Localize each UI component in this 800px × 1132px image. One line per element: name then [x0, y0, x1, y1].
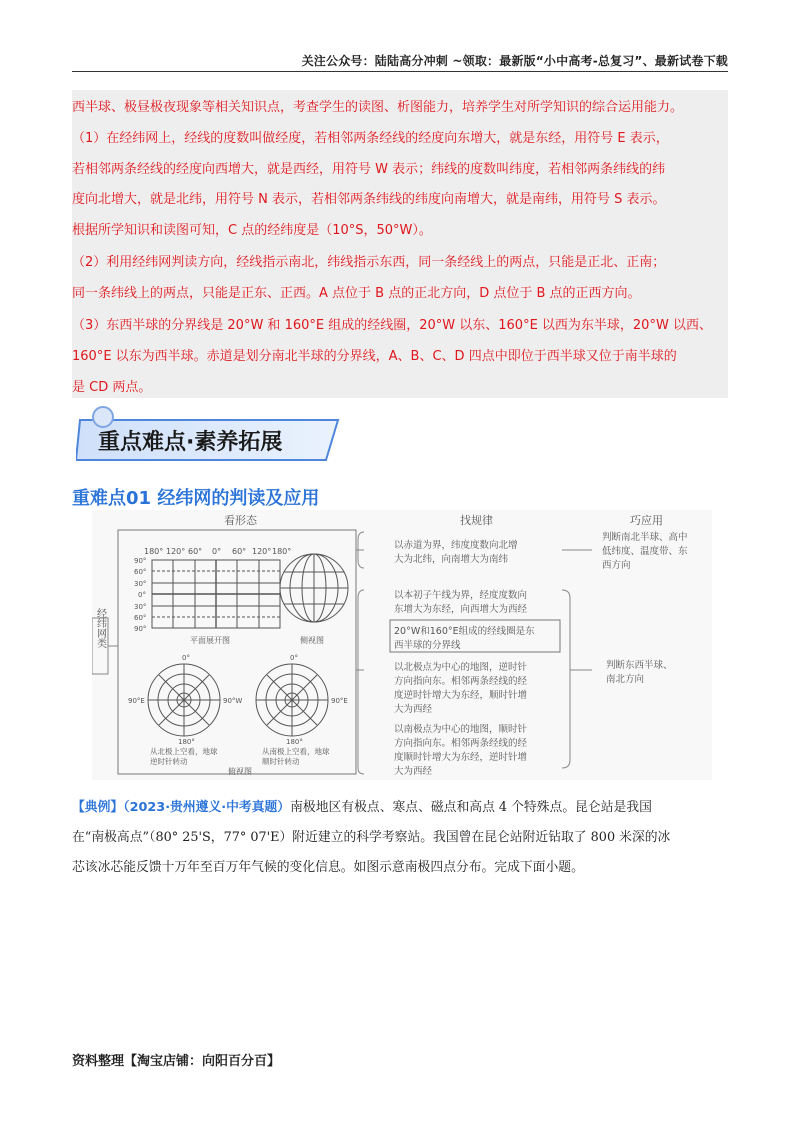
- caption-polar: 俯视图: [228, 767, 252, 776]
- lon-label: 60°: [232, 547, 247, 556]
- answer-line: 同一条纬线上的两点，只能是正东、正西。A 点位于 B 点的正北方向，D 点位于 B 点的正西方向。: [72, 286, 641, 301]
- answer-line: （2）利用经纬网判读方向，经线指示南北，纬线指示东西，同一条经线上的两点，只能是正北、正南；: [72, 255, 666, 270]
- plane-graticule: [152, 560, 280, 628]
- rule-text: 以本初子午线为界，经度度数向: [394, 590, 528, 601]
- apply-text: 西方向: [602, 560, 631, 571]
- polar-bottom-label: 180°: [178, 738, 195, 746]
- caption-plane: 平面展开图: [190, 636, 230, 645]
- polar-bottom-label: 180°: [286, 738, 303, 746]
- polar-top-label: 0°: [182, 654, 190, 662]
- answer-line: （1）在经纬网上，经线的度数叫做经度，若相邻两条经线的经度向东增大，就是东经，用符号 E 表示，: [72, 131, 669, 146]
- apply-text: 判断东西半球、: [606, 660, 673, 671]
- example-line: [72, 796, 728, 815]
- answer-line: 160°E 以东为西半球。赤道是划分南北半球的分界线，A、B、C、D 四点中即位于西半球又位于南半球的: [72, 349, 677, 364]
- rule-text: 西半球的分界线: [394, 640, 461, 651]
- rule-text: 度顺时针增大为东经，逆时针增: [394, 752, 528, 763]
- answer-line: 度向北增大，就是北纬，用符号 N 表示，若相邻两条纬线的纬度向南增大，就是南纬，用符号 S 表示。: [72, 192, 666, 207]
- rule-text: 东增大为东经，向西增大为西经: [394, 604, 528, 615]
- rule-text: 大为西经: [394, 704, 433, 715]
- answer-line: 西半球、极昼极夜现象等相关知识点，考查学生的读图、析图能力，培养学生对所学知识的综合运用能力。: [72, 100, 684, 115]
- answer-line: （3）东西半球的分界线是 20°W 和 160°E 组成的经线圈，20°W 以东、160°E 以西为东半球，20°W 以西、: [72, 318, 712, 333]
- apply-text: 南北方向: [606, 674, 645, 685]
- apply-text: 低纬度、温度带、东: [602, 546, 688, 557]
- lat-label: 0°: [138, 591, 146, 599]
- side-label: 经纬网类: [94, 608, 106, 648]
- col-header: 看形态: [224, 514, 257, 527]
- lon-label: 180°: [144, 547, 164, 556]
- lat-label: 30°: [134, 580, 147, 588]
- graticule-diagram: [92, 510, 712, 780]
- answer-line: 根据所学知识和读图可知，C 点的经纬度是（10°S，50°W）。: [72, 223, 432, 238]
- lat-label: 30°: [134, 603, 147, 611]
- lat-label: 60°: [134, 614, 147, 622]
- section-banner: [76, 416, 344, 464]
- polar-left-label: 90°E: [128, 697, 145, 705]
- rule-text: 度逆时针增大为东经，顺时针增: [394, 690, 528, 701]
- section-title: 重难点01 经纬网的判读及应用: [72, 488, 320, 509]
- lon-label: 120°: [252, 547, 272, 556]
- globe-side-view: [280, 554, 348, 622]
- rule-text: 大为西经: [394, 766, 433, 777]
- caption-side: 侧视图: [300, 636, 324, 645]
- lat-label: 60°: [134, 568, 147, 576]
- lat-label: 90°: [134, 625, 147, 633]
- page-header: 关注公众号：陆陆高分冲刺 ~领取：最新版“小中高考-总复习”、最新试卷下载: [301, 54, 728, 68]
- lat-label: 90°: [134, 557, 147, 565]
- north-polar-view: [148, 664, 220, 736]
- polar-note: 逆时针转动: [150, 757, 188, 766]
- south-polar-view: [256, 664, 328, 736]
- polar-center-label: 90°W: [223, 697, 243, 705]
- answer-line: 若相邻两条经线的经度向西增大，就是西经，用符号 W 表示；纬线的度数叫纬度，若相邻两条纬线的纬: [72, 162, 666, 177]
- rule-text: 20°W和160°E组成的经线圈是东: [394, 626, 535, 637]
- lon-label: 60°: [188, 547, 203, 556]
- polar-note: 从南极上空看，地球: [262, 747, 330, 756]
- example-line: 在“南极高点”（80° 25'S，77° 07'E）附近建立的科学考察站。我国曾在昆仑站附近钻取了 800 米深的冰: [72, 830, 671, 845]
- polar-top-label: 0°: [290, 654, 298, 662]
- lon-label: 120°: [166, 547, 186, 556]
- example-tag: 【典例】: [72, 800, 124, 815]
- example-source: （2023·贵州遵义·中考真题）: [123, 800, 291, 815]
- col-header: 巧应用: [630, 514, 663, 527]
- banner-dot-icon: [92, 406, 114, 428]
- apply-text: 判断南北半球、高中: [602, 532, 688, 543]
- lon-label: 0°: [212, 547, 222, 556]
- page-footer: 资料整理【淘宝店铺：向阳百分百】: [72, 1054, 281, 1069]
- rule-text: 以赤道为界，纬度度数向北增: [394, 540, 518, 551]
- rule-text: 大为北纬，向南增大为南纬: [394, 554, 509, 565]
- banner-title: 重点难点·素养拓展: [98, 430, 283, 455]
- rule-text: 以北极点为中心的地图，逆时针: [394, 662, 528, 673]
- lon-label: 180°: [272, 547, 292, 556]
- polar-note: 从北极上空看，地球: [150, 747, 218, 756]
- rule-text: 方向指向东。相邻两条经线的经: [394, 676, 528, 687]
- rule-text: 方向指向东。相邻两条经线的经: [394, 738, 528, 749]
- answer-explanation-box: [72, 90, 728, 398]
- example-line: 芯该冰芯能反馈十万年至百万年气候的变化信息。如图示意南极四点分布。完成下面小题。: [72, 860, 584, 875]
- answer-line: 是 CD 两点。: [72, 380, 152, 395]
- polar-note: 顺时针转动: [262, 757, 300, 766]
- rule-text: 以南极点为中心的地图，顺时针: [394, 724, 528, 735]
- example-text: 南极地区有极点、寒点、磁点和高点 4 个特殊点。昆仑站是我国: [290, 800, 652, 815]
- col-header: 找规律: [460, 514, 493, 527]
- header-divider: [72, 71, 728, 72]
- polar-right-label: 90°E: [331, 697, 348, 705]
